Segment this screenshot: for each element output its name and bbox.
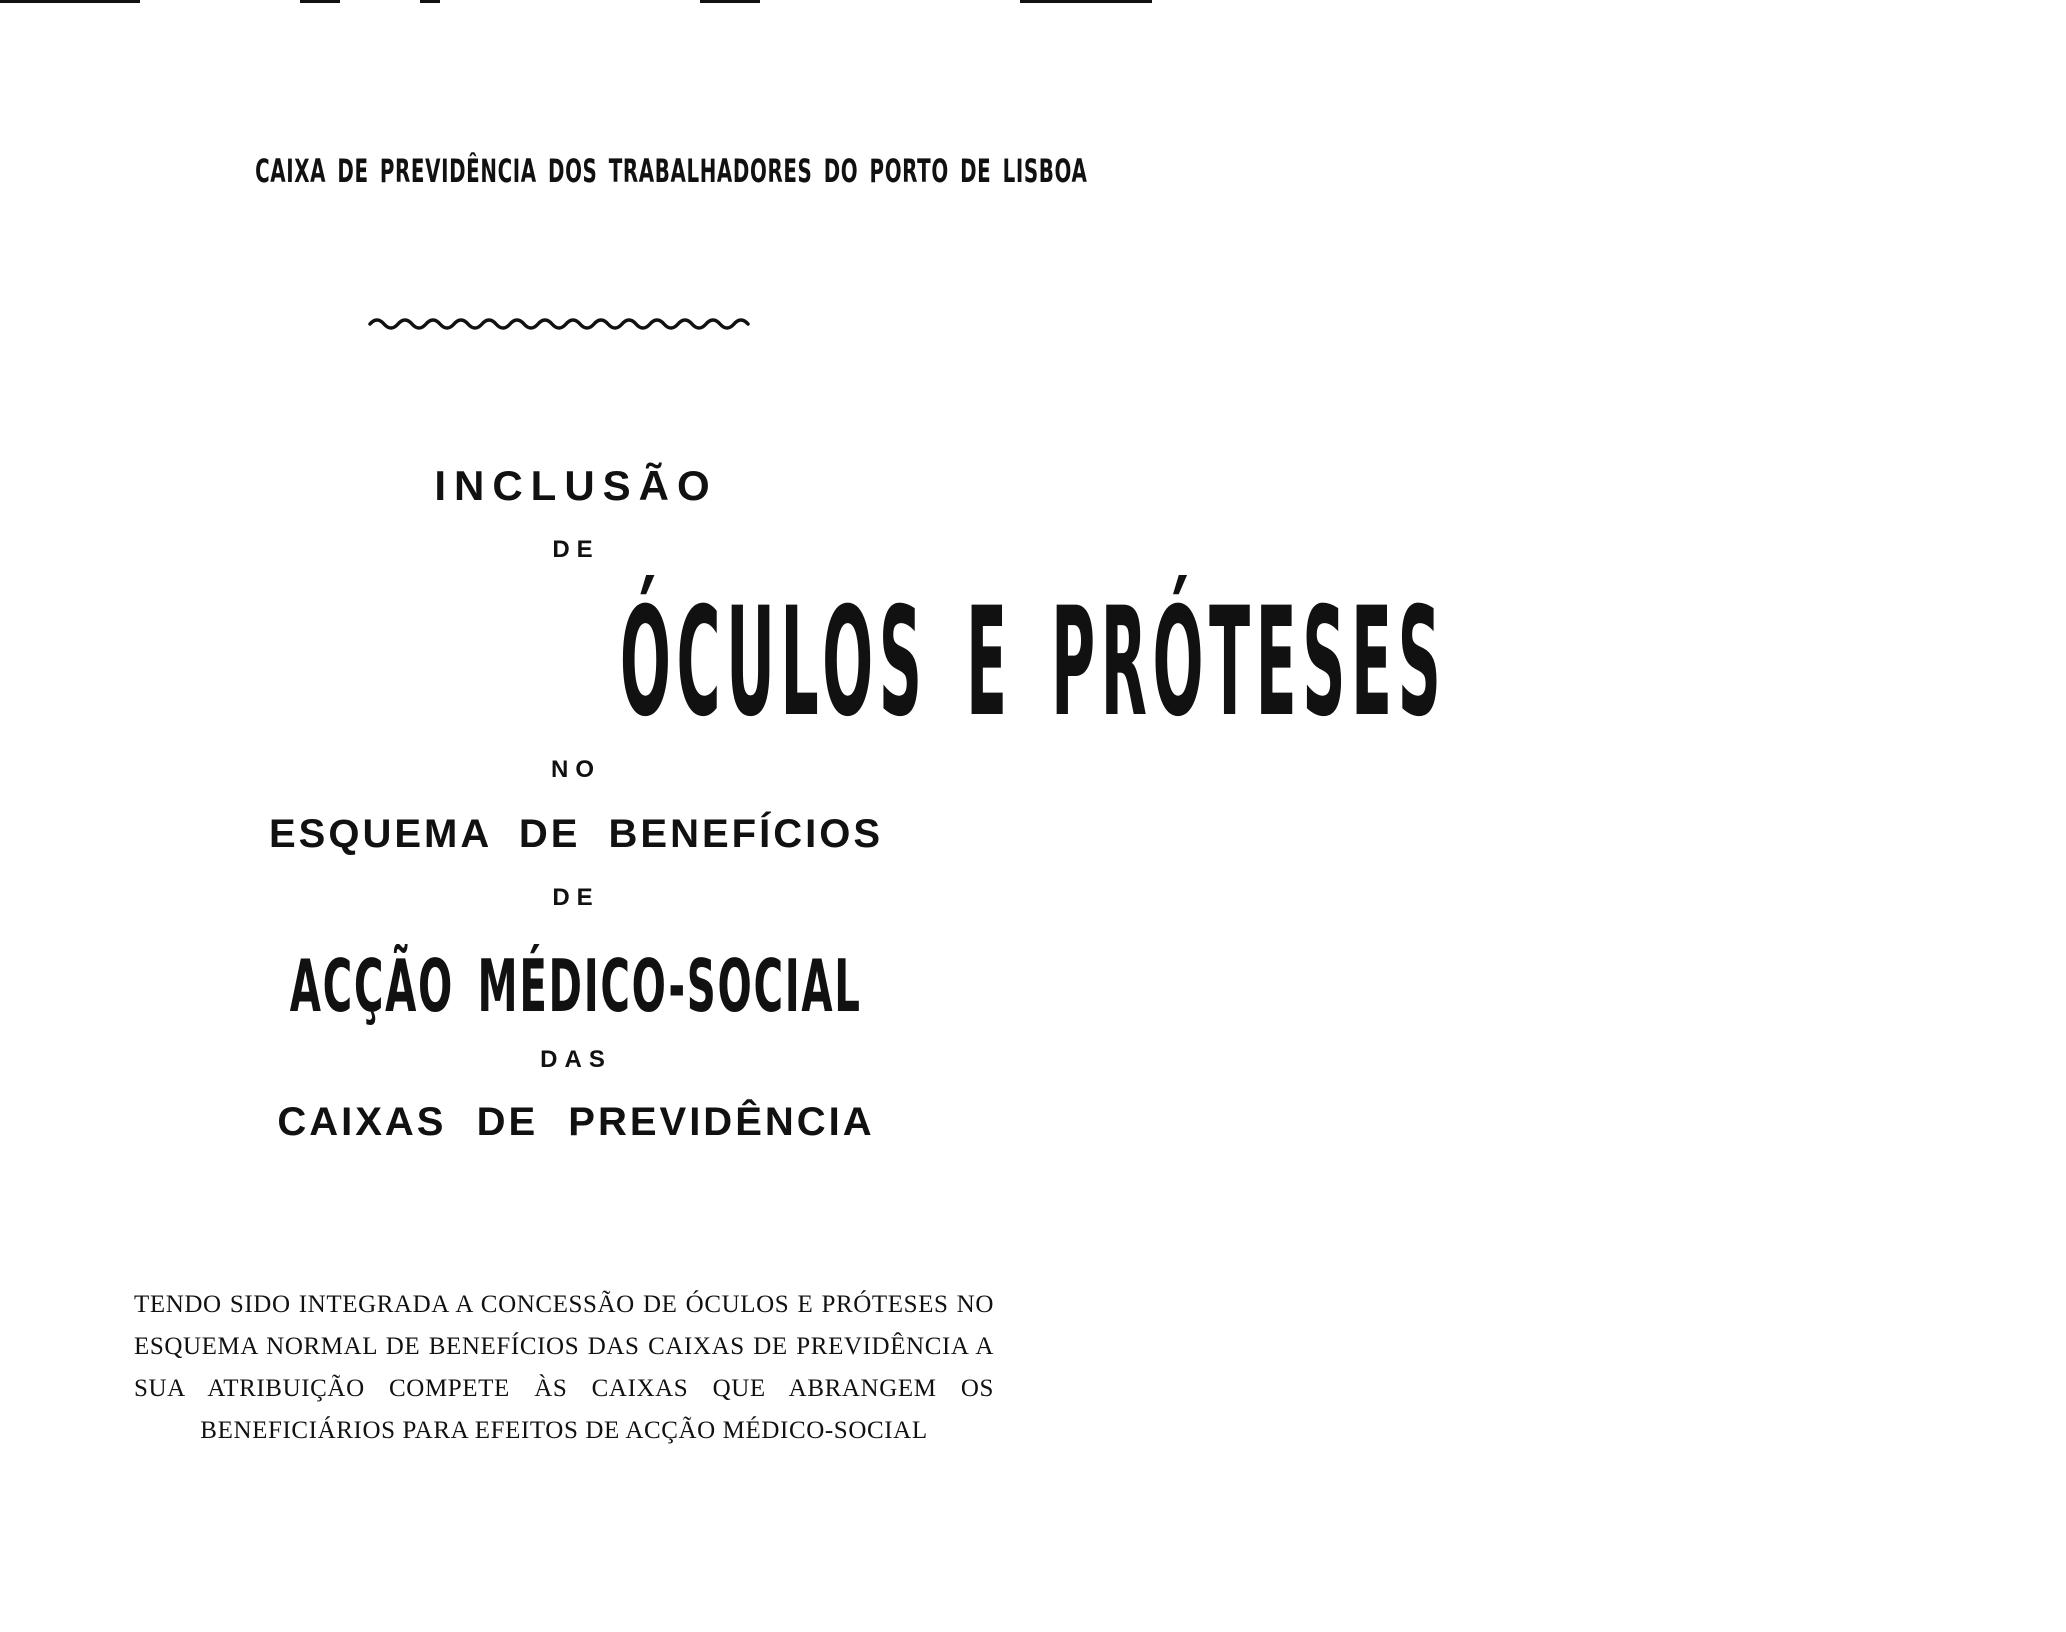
top-border-rule [0,0,1152,6]
title-line-caixas-de-previdencia: CAIXAS DE PREVIDÊNCIA [277,1100,875,1144]
title-line-esquema-de-beneficios: ESQUEMA DE BENEFÍCIOS [268,812,884,856]
title-line-accao-medico-social [0,944,1152,1028]
title-line-oculos-e-proteses [0,576,1447,750]
title-main-text: ÓCULOS E PRÓTESES [619,576,1447,750]
body-paragraph: TENDO SIDO INTEGRADA A CONCESSÃO DE ÓCULOS E PRÓTESES NO ESQUEMA NORMAL DE BENEFÍCIOS DAS CAIXAS DE PREVIDÊNCIA A SUA ATRIBUIÇÃO COMPETE ÀS CAIXAS QUE ABRANGEM OS BENEFICIÁRIOS PARA EFEITOS DE ACÇÃO MÉDICO-SOCIAL [134,1291,994,1444]
title-line-de-1: DE [552,536,600,563]
wavy-divider [370,312,750,334]
title-line-de-2: DE [552,884,600,911]
title-accao-text: ACÇÃO MÉDICO-SOCIAL [290,944,862,1028]
institution-header-text: CAIXA DE PREVIDÊNCIA DOS TRABALHADORES DO PORTO DE LISBOA [255,152,1088,190]
title-line-inclusao: INCLUSÃO [434,462,718,509]
institution-header [0,152,1152,190]
title-line-das: DAS [540,1046,612,1073]
title-line-no: NO [551,756,601,783]
